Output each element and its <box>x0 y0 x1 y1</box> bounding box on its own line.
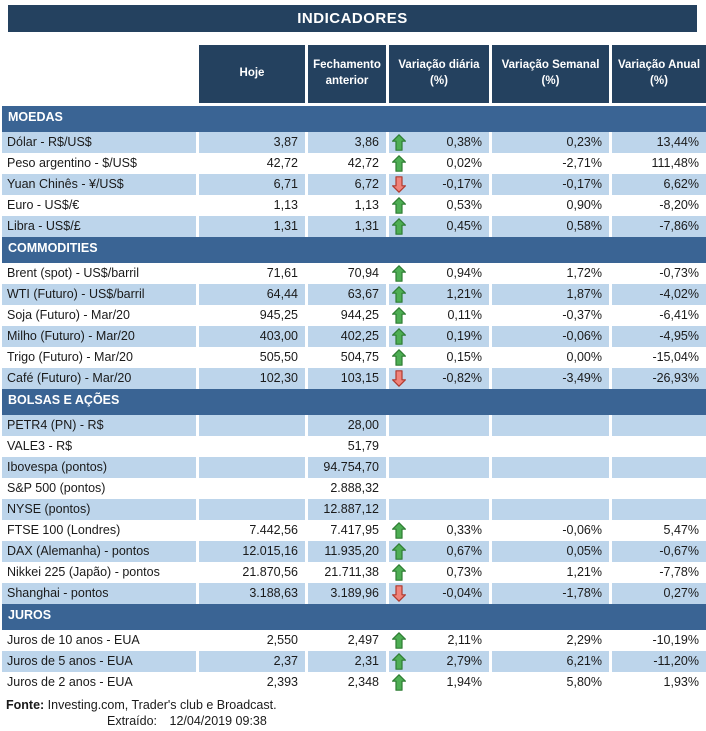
table-row <box>2 672 706 693</box>
up-arrow-icon <box>392 674 406 691</box>
cell-fechamento-anterior: 504,75 <box>308 347 386 368</box>
section-header: MOEDAS <box>2 106 706 132</box>
table-row <box>2 263 706 284</box>
cell-variacao-semanal: 1,72% <box>492 263 609 284</box>
column-header-fechamento-anterior: Fechamento anterior <box>308 45 386 103</box>
row-label: Peso argentino - $/US$ <box>2 153 196 174</box>
table-row <box>2 347 706 368</box>
cell-variacao-diaria <box>389 347 489 368</box>
footer <box>0 697 706 729</box>
up-arrow-icon <box>392 522 406 539</box>
source-text: Investing.com, Trader's club e Broadcast. <box>47 698 277 712</box>
up-arrow-icon <box>392 134 406 151</box>
cell-variacao-anual: -15,04% <box>612 347 706 368</box>
cell-variacao-semanal: 6,21% <box>492 651 609 672</box>
cell-fechamento-anterior: 6,72 <box>308 174 386 195</box>
cell-variacao-anual: -10,19% <box>612 630 706 651</box>
cell-hoje: 2,37 <box>199 651 305 672</box>
table-row <box>2 195 706 216</box>
extracted-label: Extraído: <box>107 714 158 728</box>
cell-hoje <box>199 415 305 436</box>
cell-hoje: 945,25 <box>199 305 305 326</box>
cell-variacao-semanal: 0,90% <box>492 195 609 216</box>
section-header: JUROS <box>2 604 706 630</box>
cell-value: 0,02% <box>446 156 482 170</box>
cell-value: -0,04% <box>442 586 482 600</box>
table-row <box>2 457 706 478</box>
cell-variacao-anual: 6,62% <box>612 174 706 195</box>
cell-variacao-diaria <box>389 436 489 457</box>
cell-fechamento-anterior: 28,00 <box>308 415 386 436</box>
cell-fechamento-anterior: 2,348 <box>308 672 386 693</box>
cell-variacao-semanal: 1,87% <box>492 284 609 305</box>
cell-fechamento-anterior: 402,25 <box>308 326 386 347</box>
table-row <box>2 415 706 436</box>
down-arrow-icon <box>392 585 406 602</box>
cell-hoje: 64,44 <box>199 284 305 305</box>
table-row <box>2 499 706 520</box>
cell-variacao-diaria <box>389 651 489 672</box>
cell-value: -0,82% <box>442 371 482 385</box>
extracted-timestamp: 12/04/2019 09:38 <box>169 714 267 728</box>
cell-fechamento-anterior: 3.189,96 <box>308 583 386 604</box>
cell-hoje <box>199 436 305 457</box>
column-header-hoje: Hoje <box>199 45 305 103</box>
cell-value: 1,94% <box>446 675 482 689</box>
cell-variacao-semanal: 1,21% <box>492 562 609 583</box>
up-arrow-icon <box>392 564 406 581</box>
cell-variacao-anual: 5,47% <box>612 520 706 541</box>
cell-fechamento-anterior: 51,79 <box>308 436 386 457</box>
cell-variacao-anual: 13,44% <box>612 132 706 153</box>
cell-value: 1,21% <box>446 287 482 301</box>
cell-variacao-semanal: 0,00% <box>492 347 609 368</box>
cell-variacao-anual: -26,93% <box>612 368 706 389</box>
cell-variacao-semanal <box>492 415 609 436</box>
cell-fechamento-anterior: 1,31 <box>308 216 386 237</box>
cell-variacao-semanal <box>492 457 609 478</box>
row-label: NYSE (pontos) <box>2 499 196 520</box>
cell-variacao-diaria <box>389 583 489 604</box>
up-arrow-icon <box>392 328 406 345</box>
cell-hoje <box>199 499 305 520</box>
cell-value: 0,73% <box>446 565 482 579</box>
column-header-variacao-semanal: Variação Semanal (%) <box>492 45 609 103</box>
cell-hoje: 12.015,16 <box>199 541 305 562</box>
cell-value: 0,94% <box>446 266 482 280</box>
table-row <box>2 520 706 541</box>
column-header-variacao-anual: Variação Anual (%) <box>612 45 706 103</box>
cell-variacao-anual <box>612 415 706 436</box>
cell-variacao-diaria <box>389 326 489 347</box>
cell-hoje: 6,71 <box>199 174 305 195</box>
cell-variacao-diaria <box>389 520 489 541</box>
up-arrow-icon <box>392 307 406 324</box>
up-arrow-icon <box>392 218 406 235</box>
extracted-line <box>0 713 706 729</box>
cell-hoje: 7.442,56 <box>199 520 305 541</box>
cell-variacao-anual <box>612 436 706 457</box>
cell-hoje: 3,87 <box>199 132 305 153</box>
up-arrow-icon <box>392 286 406 303</box>
cell-variacao-semanal: -1,78% <box>492 583 609 604</box>
cell-variacao-anual: 1,93% <box>612 672 706 693</box>
section-header: BOLSAS E AÇÕES <box>2 389 706 415</box>
cell-value: -0,17% <box>442 177 482 191</box>
table-row <box>2 436 706 457</box>
table-row <box>2 368 706 389</box>
cell-variacao-anual: -4,95% <box>612 326 706 347</box>
source-line <box>0 697 706 713</box>
cell-variacao-diaria <box>389 541 489 562</box>
row-label: Libra - US$/£ <box>2 216 196 237</box>
cell-variacao-anual: -11,20% <box>612 651 706 672</box>
indicators-table <box>2 45 706 693</box>
page-title: INDICADORES <box>8 5 697 32</box>
cell-variacao-semanal <box>492 478 609 499</box>
cell-variacao-semanal: -0,06% <box>492 520 609 541</box>
cell-fechamento-anterior: 94.754,70 <box>308 457 386 478</box>
cell-hoje: 2,550 <box>199 630 305 651</box>
up-arrow-icon <box>392 265 406 282</box>
cell-variacao-semanal <box>492 499 609 520</box>
section-header: COMMODITIES <box>2 237 706 263</box>
row-label: Juros de 5 anos - EUA <box>2 651 196 672</box>
table-header-row <box>2 45 706 103</box>
cell-fechamento-anterior: 42,72 <box>308 153 386 174</box>
table-row <box>2 216 706 237</box>
cell-variacao-diaria <box>389 195 489 216</box>
cell-fechamento-anterior: 7.417,95 <box>308 520 386 541</box>
cell-hoje: 505,50 <box>199 347 305 368</box>
row-label: Yuan Chinês - ¥/US$ <box>2 174 196 195</box>
up-arrow-icon <box>392 653 406 670</box>
cell-hoje: 1,31 <box>199 216 305 237</box>
table-body <box>2 106 706 693</box>
down-arrow-icon <box>392 370 406 387</box>
cell-variacao-diaria <box>389 153 489 174</box>
table-row <box>2 326 706 347</box>
cell-fechamento-anterior: 2,31 <box>308 651 386 672</box>
row-label: PETR4 (PN) - R$ <box>2 415 196 436</box>
cell-hoje: 403,00 <box>199 326 305 347</box>
table-row <box>2 174 706 195</box>
cell-fechamento-anterior: 103,15 <box>308 368 386 389</box>
cell-variacao-semanal: 5,80% <box>492 672 609 693</box>
cell-variacao-semanal: 0,05% <box>492 541 609 562</box>
cell-variacao-anual: 0,27% <box>612 583 706 604</box>
cell-variacao-diaria <box>389 478 489 499</box>
cell-hoje: 42,72 <box>199 153 305 174</box>
table-row <box>2 583 706 604</box>
cell-variacao-semanal: 0,58% <box>492 216 609 237</box>
cell-variacao-diaria <box>389 174 489 195</box>
up-arrow-icon <box>392 632 406 649</box>
cell-value: 0,33% <box>446 523 482 537</box>
cell-variacao-anual: -0,73% <box>612 263 706 284</box>
cell-value: 0,19% <box>446 329 482 343</box>
cell-value: 0,38% <box>446 135 482 149</box>
cell-hoje: 21.870,56 <box>199 562 305 583</box>
cell-fechamento-anterior: 70,94 <box>308 263 386 284</box>
cell-variacao-semanal: -0,37% <box>492 305 609 326</box>
cell-variacao-diaria <box>389 672 489 693</box>
row-label: Dólar - R$/US$ <box>2 132 196 153</box>
column-header-variacao-diaria: Variação diária (%) <box>389 45 489 103</box>
cell-variacao-diaria <box>389 457 489 478</box>
table-row <box>2 478 706 499</box>
cell-variacao-semanal: -0,17% <box>492 174 609 195</box>
cell-variacao-anual: 111,48% <box>612 153 706 174</box>
cell-variacao-semanal: -3,49% <box>492 368 609 389</box>
cell-hoje: 3.188,63 <box>199 583 305 604</box>
up-arrow-icon <box>392 543 406 560</box>
cell-variacao-anual: -7,86% <box>612 216 706 237</box>
cell-fechamento-anterior: 12.887,12 <box>308 499 386 520</box>
source-label: Fonte: <box>6 698 45 712</box>
cell-variacao-diaria <box>389 415 489 436</box>
cell-value: 0,11% <box>447 308 482 322</box>
cell-fechamento-anterior: 21.711,38 <box>308 562 386 583</box>
cell-variacao-semanal: 0,23% <box>492 132 609 153</box>
up-arrow-icon <box>392 349 406 366</box>
cell-variacao-diaria <box>389 368 489 389</box>
row-label: VALE3 - R$ <box>2 436 196 457</box>
cell-variacao-anual: -7,78% <box>612 562 706 583</box>
table-row <box>2 562 706 583</box>
cell-variacao-anual <box>612 457 706 478</box>
cell-fechamento-anterior: 63,67 <box>308 284 386 305</box>
cell-variacao-anual: -6,41% <box>612 305 706 326</box>
cell-hoje: 1,13 <box>199 195 305 216</box>
row-label: DAX (Alemanha) - pontos <box>2 541 196 562</box>
row-label: Trigo (Futuro) - Mar/20 <box>2 347 196 368</box>
cell-variacao-anual: -0,67% <box>612 541 706 562</box>
cell-fechamento-anterior: 3,86 <box>308 132 386 153</box>
down-arrow-icon <box>392 176 406 193</box>
cell-hoje: 71,61 <box>199 263 305 284</box>
row-label: Ibovespa (pontos) <box>2 457 196 478</box>
cell-fechamento-anterior: 11.935,20 <box>308 541 386 562</box>
cell-value: 2,11% <box>447 633 482 647</box>
cell-hoje <box>199 478 305 499</box>
cell-variacao-semanal: 2,29% <box>492 630 609 651</box>
cell-hoje: 2,393 <box>199 672 305 693</box>
cell-variacao-diaria <box>389 263 489 284</box>
table-row <box>2 153 706 174</box>
cell-hoje <box>199 457 305 478</box>
cell-fechamento-anterior: 944,25 <box>308 305 386 326</box>
table-row <box>2 541 706 562</box>
cell-variacao-anual <box>612 499 706 520</box>
row-label: Shanghai - pontos <box>2 583 196 604</box>
row-label: Café (Futuro) - Mar/20 <box>2 368 196 389</box>
up-arrow-icon <box>392 197 406 214</box>
cell-value: 0,67% <box>446 544 482 558</box>
cell-variacao-anual: -4,02% <box>612 284 706 305</box>
row-label: S&P 500 (pontos) <box>2 478 196 499</box>
cell-value: 0,15% <box>446 350 482 364</box>
cell-variacao-diaria <box>389 562 489 583</box>
cell-variacao-diaria <box>389 305 489 326</box>
row-label: Soja (Futuro) - Mar/20 <box>2 305 196 326</box>
cell-variacao-anual <box>612 478 706 499</box>
cell-value: 0,45% <box>446 219 482 233</box>
cell-variacao-anual: -8,20% <box>612 195 706 216</box>
cell-variacao-diaria <box>389 132 489 153</box>
up-arrow-icon <box>392 155 406 172</box>
row-label: Euro - US$/€ <box>2 195 196 216</box>
table-row <box>2 305 706 326</box>
header-spacer <box>2 45 196 103</box>
cell-value: 2,79% <box>446 654 482 668</box>
table-row <box>2 284 706 305</box>
cell-variacao-diaria <box>389 499 489 520</box>
cell-value: 0,53% <box>446 198 482 212</box>
cell-variacao-diaria <box>389 216 489 237</box>
table-row <box>2 651 706 672</box>
cell-variacao-semanal: -2,71% <box>492 153 609 174</box>
cell-fechamento-anterior: 1,13 <box>308 195 386 216</box>
cell-variacao-diaria <box>389 630 489 651</box>
cell-fechamento-anterior: 2,497 <box>308 630 386 651</box>
row-label: Nikkei 225 (Japão) - pontos <box>2 562 196 583</box>
row-label: Milho (Futuro) - Mar/20 <box>2 326 196 347</box>
cell-variacao-semanal: -0,06% <box>492 326 609 347</box>
cell-fechamento-anterior: 2.888,32 <box>308 478 386 499</box>
cell-variacao-semanal <box>492 436 609 457</box>
row-label: Brent (spot) - US$/barril <box>2 263 196 284</box>
table-row <box>2 132 706 153</box>
row-label: Juros de 2 anos - EUA <box>2 672 196 693</box>
table-row <box>2 630 706 651</box>
row-label: Juros de 10 anos - EUA <box>2 630 196 651</box>
row-label: WTI (Futuro) - US$/barril <box>2 284 196 305</box>
cell-hoje: 102,30 <box>199 368 305 389</box>
cell-variacao-diaria <box>389 284 489 305</box>
row-label: FTSE 100 (Londres) <box>2 520 196 541</box>
